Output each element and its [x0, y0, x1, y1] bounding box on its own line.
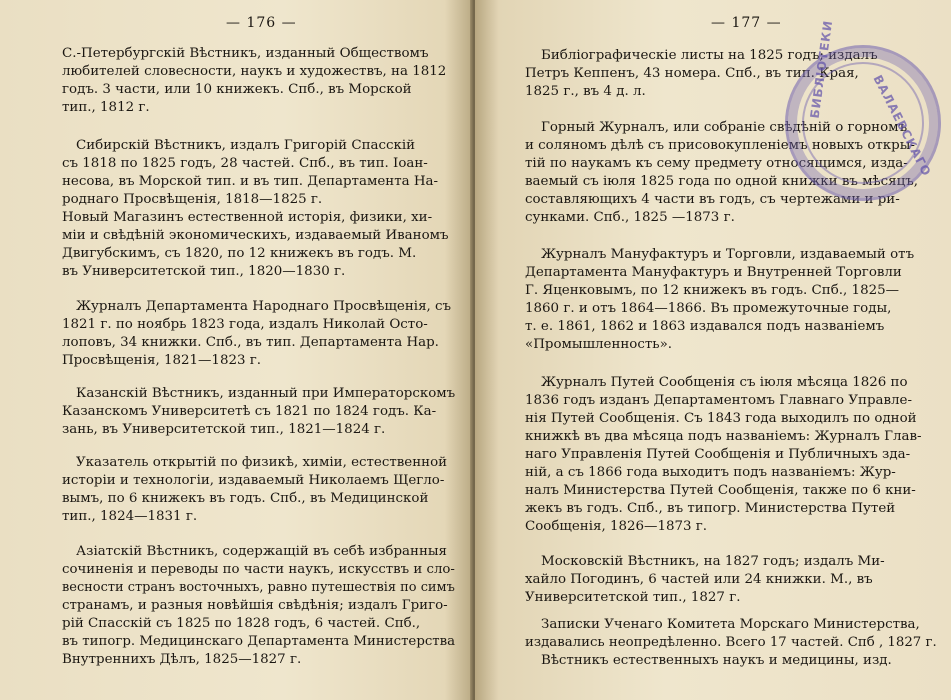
text-line: 1825 г., въ 4 д. л.: [525, 84, 646, 99]
text-line: Московскій Вѣстникъ, на 1827 годъ; издалъ Ми-: [541, 554, 885, 569]
text-line: Журналъ Мануфактуръ и Торговли, издаваемый отъ: [541, 247, 915, 262]
left-page-number: — 176 —: [226, 15, 297, 31]
text-line: міи и свѣдѣній экономическихъ, издаваемый Иваномъ: [62, 228, 449, 243]
text-line: 1821 г. по ноябрь 1823 года, издалъ Николай Осто-: [62, 317, 428, 332]
text-line: жекъ въ годъ. Спб., въ типогр. Министерства Путей: [525, 501, 896, 516]
text-line: Внутреннихъ Дѣлъ, 1825—1827 г.: [62, 652, 302, 667]
text-line: ній, а съ 1866 года выходитъ подъ названіемъ: Жур-: [525, 465, 896, 480]
text-line: Университетской тип., 1827 г.: [525, 590, 741, 605]
text-line: Горный Журналъ, или собраніе свѣдѣній о горномъ: [541, 120, 908, 135]
right-page-number: — 177 —: [711, 15, 782, 31]
text-line: лоповъ, 34 книжки. Спб., въ тип. Департамента Нар.: [62, 335, 439, 350]
text-line: издавались неопредѣленно. Всего 17 частей. Спб , 1827 г.: [525, 635, 937, 650]
text-line: въ Университетской тип., 1820—1830 г.: [62, 264, 346, 279]
stamp-text-right: ВАЛАЕВСКАГО: [870, 72, 934, 179]
text-line: тій по наукамъ къ сему предмету относящимся, изда-: [525, 156, 908, 171]
text-line: составляющихъ 4 части въ годъ, съ чертежами и ри-: [525, 192, 900, 207]
text-line: «Промышленность».: [525, 337, 673, 352]
text-line: Журналъ Департамента Народнаго Просвѣщенія, съ: [76, 299, 452, 314]
text-line: Новый Магазинъ естественной исторія, физики, хи-: [62, 210, 433, 225]
text-line: Библіографическіе листы на 1825 годъ; издалъ: [541, 48, 878, 63]
text-line: сунками. Спб., 1825 —1873 г.: [525, 210, 735, 225]
text-line: Двигубскимъ, съ 1820, по 12 книжекъ въ годъ. М.: [62, 246, 417, 261]
text-line: 1860 г. и отъ 1864—1866. Въ промежуточные годы,: [525, 301, 892, 316]
left-page: [0, 0, 473, 700]
text-line: Журналъ Путей Сообщенія съ іюля мѣсяца 1826 по: [541, 375, 908, 390]
stamp-text-left: БИБЛІОТЕКИ: [807, 19, 836, 120]
text-line: С.-Петербургскій Вѣстникъ, изданный Обществомъ: [62, 46, 429, 61]
text-line: тип., 1824—1831 г.: [62, 509, 198, 524]
text-line: Записки Ученаго Комитета Морскаго Министерства,: [541, 617, 920, 632]
text-line: несова, въ Морской тип. и въ тип. Департамента На-: [62, 174, 439, 189]
text-line: Департамента Мануфактуръ и Внутренней Торговли: [525, 265, 902, 280]
text-line: ваемый съ іюля 1825 года по одной книжки въ мѣсяцъ,: [525, 174, 918, 189]
text-line: Просвѣщенія, 1821—1823 г.: [62, 353, 262, 368]
text-line: годъ. 3 части, или 10 книжекъ. Спб., въ Морской: [62, 82, 412, 97]
text-line: любителей словесности, наукъ и художествъ, на 1812: [62, 64, 447, 79]
text-line: Казанскомъ Университетѣ съ 1821 по 1824 годъ. Ка-: [62, 404, 437, 419]
text-line: Азіатскій Вѣстникъ, содержащій въ себѣ избранныя: [76, 544, 447, 559]
text-line: роднаго Просвѣщенія, 1818—1825 г.: [62, 192, 323, 207]
text-line: Вѣстникъ естественныхъ наукъ и медицины, изд.: [541, 653, 892, 668]
text-line: хайло Погодинъ, 6 частей или 24 книжки. М., въ: [525, 572, 873, 587]
text-line: нія Путей Сообщенія. Съ 1843 года выходилъ по одной: [525, 411, 917, 426]
text-line: Сообщенія, 1826—1873 г.: [525, 519, 708, 534]
text-line: исторіи и технологіи, издаваемый Николаемъ Щегло-: [62, 473, 445, 488]
text-line: Петръ Кеппенъ, 43 номера. Спб., въ тип. Края,: [525, 66, 859, 81]
text-line: 1836 годъ изданъ Департаментомъ Главнаго Управле-: [525, 393, 912, 408]
text-line: въ типогр. Медицинскаго Департамента Министерства: [62, 634, 456, 649]
text-line: вымъ, по 6 книжекъ въ годъ. Спб., въ Медицинской: [62, 491, 429, 506]
text-line: Г. Яценковымъ, по 12 книжекъ въ годъ. Спб., 1825—: [525, 283, 900, 298]
text-line: Казанскій Вѣстникъ, изданный при Императорскомъ: [76, 386, 456, 401]
text-line: Указатель открытій по физикѣ, химіи, естественной: [76, 455, 448, 470]
text-line: тип., 1812 г.: [62, 100, 150, 115]
text-line: налъ Министерства Путей Сообщенія, также по 6 кни-: [525, 483, 916, 498]
text-line: Сибирскій Вѣстникъ, издалъ Григорій Спасскій: [76, 138, 416, 153]
text-line: и соляномъ дѣлѣ съ присовокупленіемъ новыхъ откры-: [525, 138, 915, 153]
text-line: наго Управленія Путей Сообщенія и Публичныхъ зда-: [525, 447, 911, 462]
text-line: зань, въ Университетской тип., 1821—1824 г.: [62, 422, 386, 437]
text-line: весности странъ восточныхъ, равно путешествія по симъ: [62, 580, 455, 595]
text-line: сочиненія и переводы по части наукъ, искусствъ и сло-: [62, 562, 455, 577]
text-line: т. е. 1861, 1862 и 1863 издавался подъ названіемъ: [525, 319, 885, 334]
right-page: [475, 0, 951, 700]
text-line: книжкѣ въ два мѣсяца подъ названіемъ: Журналъ Глав-: [525, 429, 922, 444]
text-line: странамъ, и разныя новѣйшія свѣдѣнія; издалъ Григо-: [62, 598, 448, 613]
text-line: рій Спасскій съ 1825 по 1828 годъ, 6 частей. Спб.,: [62, 616, 421, 631]
text-line: съ 1818 по 1825 годъ, 28 частей. Спб., въ тип. Іоан-: [62, 156, 428, 171]
